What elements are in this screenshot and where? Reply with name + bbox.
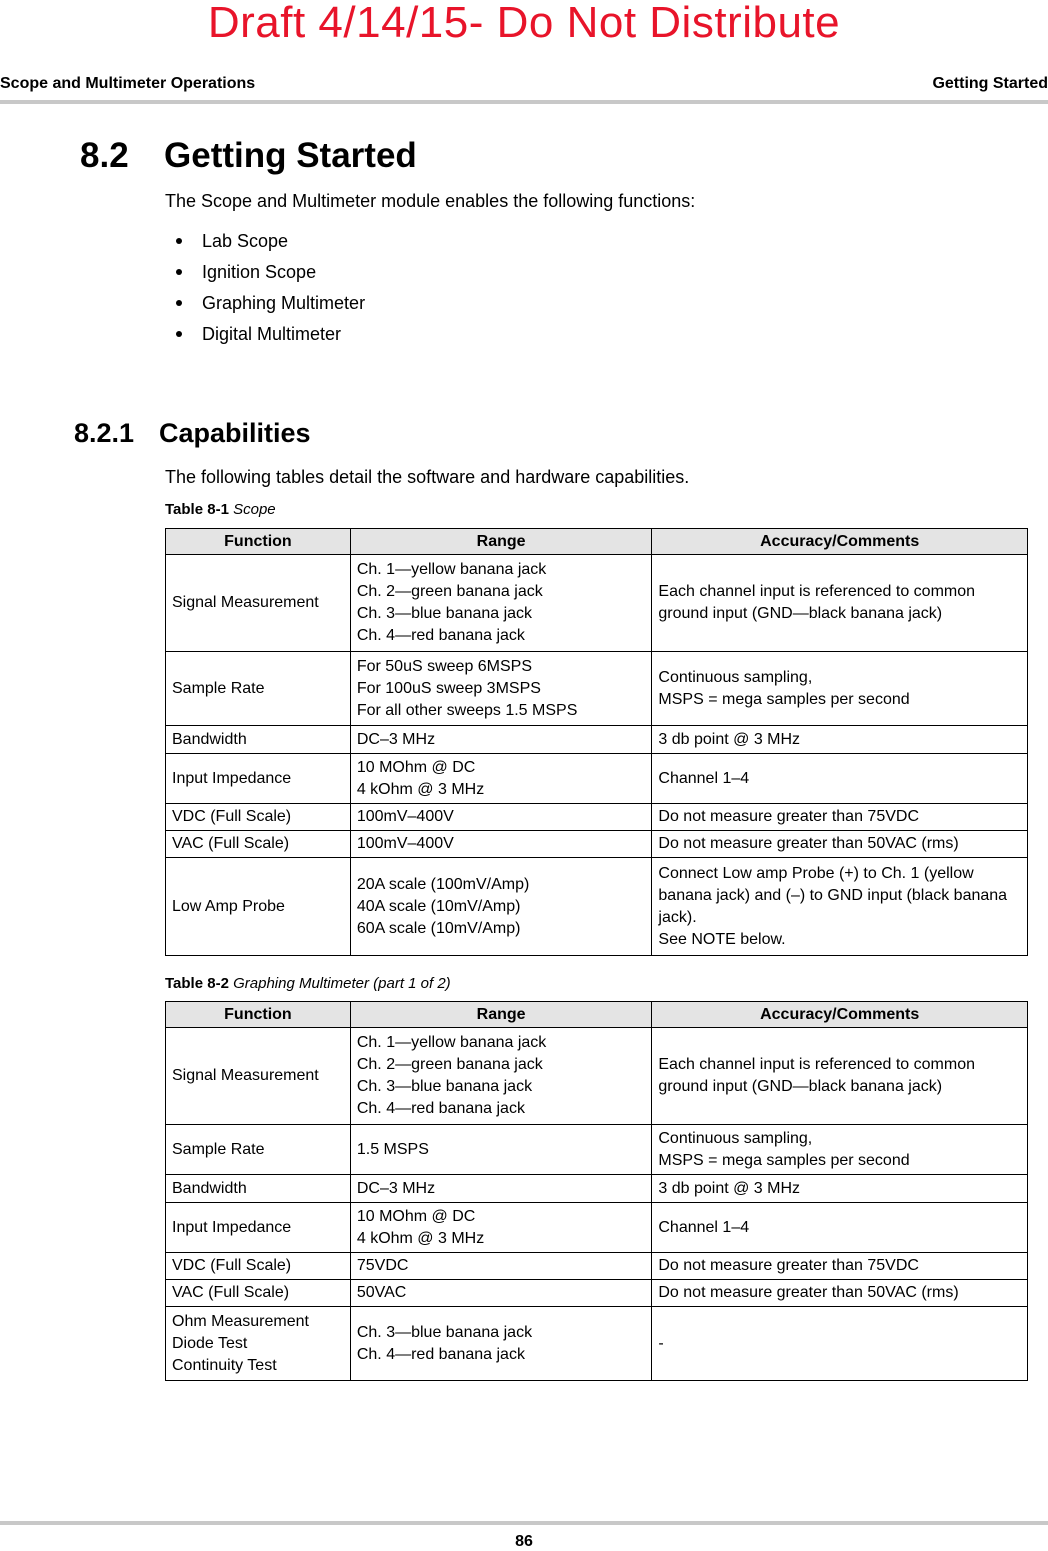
table-cell: - <box>652 1307 1028 1381</box>
table-cell: Channel 1–4 <box>652 1203 1028 1253</box>
table-cell: Bandwidth <box>166 726 351 754</box>
column-header: Accuracy/Comments <box>652 1002 1028 1028</box>
list-item: Ignition Scope <box>176 260 365 291</box>
section-running-title: Getting Started <box>932 75 1048 92</box>
table-cell: Sample Rate <box>166 652 351 726</box>
table1-label: Table 8-1 <box>165 501 229 518</box>
bullet-icon <box>176 269 182 275</box>
table-cell: Input Impedance <box>166 1203 351 1253</box>
column-header: Range <box>350 529 652 555</box>
table-cell: Sample Rate <box>166 1125 351 1175</box>
table-row <box>166 754 1028 804</box>
table-cell: Signal Measurement <box>166 1028 351 1125</box>
intro-paragraph: The Scope and Multimeter module enables the following functions: <box>165 191 696 211</box>
table-cell: Do not measure greater than 50VAC (rms) <box>652 831 1028 858</box>
table-header-row <box>166 1002 1028 1028</box>
table-cell: Ch. 1—yellow banana jack Ch. 2—green banana jack Ch. 3—blue banana jack Ch. 4—red banana jack <box>350 555 652 652</box>
table-cell: Low Amp Probe <box>166 858 351 956</box>
table-cell: 100mV–400V <box>350 831 652 858</box>
header-rule <box>0 100 1048 104</box>
table-cell: For 50uS sweep 6MSPS For 100uS sweep 3MSPS For all other sweeps 1.5 MSPS <box>350 652 652 726</box>
table-header-row <box>166 529 1028 555</box>
table-cell: 3 db point @ 3 MHz <box>652 726 1028 754</box>
subsection-title: Capabilities <box>159 418 311 448</box>
table-cell: VDC (Full Scale) <box>166 804 351 831</box>
bullet-icon <box>176 331 182 337</box>
list-item: Lab Scope <box>176 229 365 260</box>
list-item: Digital Multimeter <box>176 322 365 353</box>
table2-label: Table 8-2 <box>165 975 229 992</box>
table-cell: Continuous sampling, MSPS = mega samples per second <box>652 1125 1028 1175</box>
section-heading <box>80 136 417 176</box>
running-header <box>0 75 1048 95</box>
table1-title: Scope <box>233 501 276 518</box>
function-list <box>176 229 365 353</box>
table-cell: 3 db point @ 3 MHz <box>652 1175 1028 1203</box>
table-cell: Each channel input is referenced to common ground input (GND—black banana jack) <box>652 555 1028 652</box>
table-cell: Ohm Measurement Diode Test Continuity Test <box>166 1307 351 1381</box>
table-row <box>166 804 1028 831</box>
table-cell: Each channel input is referenced to common ground input (GND—black banana jack) <box>652 1028 1028 1125</box>
table-row <box>166 1307 1028 1381</box>
bullet-icon <box>176 238 182 244</box>
section-title: Getting Started <box>164 136 417 175</box>
table-row <box>166 1203 1028 1253</box>
table-cell: Do not measure greater than 75VDC <box>652 1253 1028 1280</box>
table-cell: 1.5 MSPS <box>350 1125 652 1175</box>
table-cell: Channel 1–4 <box>652 754 1028 804</box>
table-cell: Bandwidth <box>166 1175 351 1203</box>
table-cell: DC–3 MHz <box>350 726 652 754</box>
table-row <box>166 858 1028 956</box>
lead-paragraph: The following tables detail the software and hardware capabilities. <box>165 467 690 487</box>
chapter-title: Scope and Multimeter Operations <box>0 75 256 92</box>
table-cell: 20A scale (100mV/Amp) 40A scale (10mV/Amp) 60A scale (10mV/Amp) <box>350 858 652 956</box>
table-cell: 75VDC <box>350 1253 652 1280</box>
table-cell: Connect Low amp Probe (+) to Ch. 1 (yellow banana jack) and (–) to GND input (black banana jack). See NOTE below. <box>652 858 1028 956</box>
table-cell: Continuous sampling, MSPS = mega samples per second <box>652 652 1028 726</box>
table-row <box>166 1280 1028 1307</box>
table-row <box>166 1175 1028 1203</box>
list-item: Graphing Multimeter <box>176 291 365 322</box>
subsection-heading <box>74 418 311 449</box>
table-cell: Signal Measurement <box>166 555 351 652</box>
table2-caption <box>165 975 451 992</box>
table-cell: 50VAC <box>350 1280 652 1307</box>
subsection-number: 8.2.1 <box>74 418 135 448</box>
table-row <box>166 1125 1028 1175</box>
section-number: 8.2 <box>80 136 129 175</box>
table-row <box>166 726 1028 754</box>
bullet-icon <box>176 300 182 306</box>
table-cell: Ch. 1—yellow banana jack Ch. 2—green banana jack Ch. 3—blue banana jack Ch. 4—red banana jack <box>350 1028 652 1125</box>
table-cell: 10 MOhm @ DC 4 kOhm @ 3 MHz <box>350 1203 652 1253</box>
scope-table <box>165 528 1028 956</box>
graphing-multimeter-table <box>165 1001 1028 1381</box>
table-cell: DC–3 MHz <box>350 1175 652 1203</box>
page-number: 86 <box>515 1533 533 1550</box>
table-row <box>166 1253 1028 1280</box>
table-row <box>166 831 1028 858</box>
footer-rule <box>0 1521 1048 1525</box>
column-header: Accuracy/Comments <box>652 529 1028 555</box>
table-cell: Input Impedance <box>166 754 351 804</box>
table-cell: Do not measure greater than 50VAC (rms) <box>652 1280 1028 1307</box>
column-header: Function <box>166 529 351 555</box>
table-cell: VAC (Full Scale) <box>166 831 351 858</box>
table-cell: Do not measure greater than 75VDC <box>652 804 1028 831</box>
table-row <box>166 555 1028 652</box>
table-row <box>166 1028 1028 1125</box>
table-cell: 100mV–400V <box>350 804 652 831</box>
draft-watermark: Draft 4/14/15- Do Not Distribute <box>207 0 841 47</box>
table-row <box>166 652 1028 726</box>
table-cell: VAC (Full Scale) <box>166 1280 351 1307</box>
table-cell: VDC (Full Scale) <box>166 1253 351 1280</box>
column-header: Function <box>166 1002 351 1028</box>
table2-title: Graphing Multimeter (part 1 of 2) <box>233 975 451 992</box>
table1-caption <box>165 501 276 518</box>
table-cell: 10 MOhm @ DC 4 kOhm @ 3 MHz <box>350 754 652 804</box>
table-cell: Ch. 3—blue banana jack Ch. 4—red banana jack <box>350 1307 652 1381</box>
column-header: Range <box>350 1002 652 1028</box>
